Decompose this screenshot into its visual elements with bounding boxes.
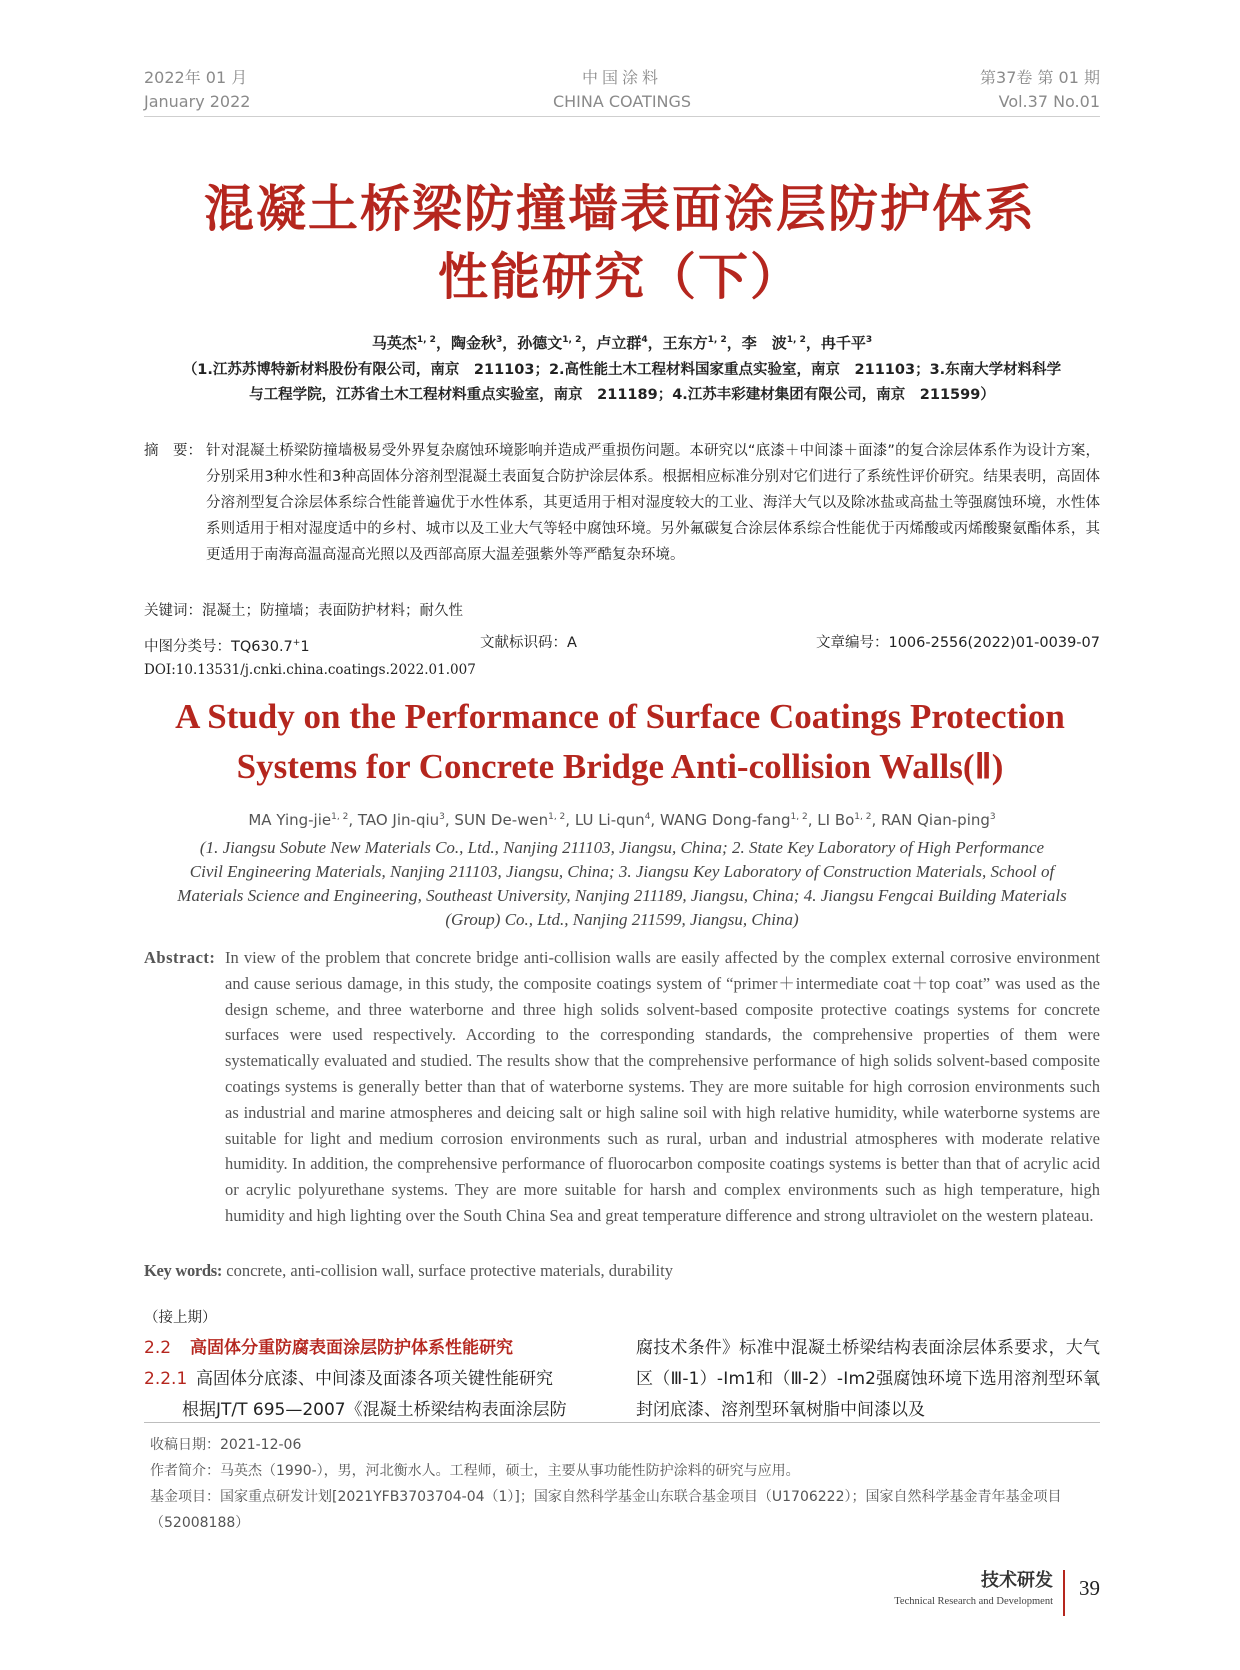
cn-author-affil-sup: 1, 2 (562, 335, 582, 345)
clc-tail: 1 (300, 638, 310, 655)
english-affiliation-line4: (Group) Co., Ltd., Nanjing 211599, Jiangsu, China) (445, 910, 799, 929)
article-number: 文章编号：1006-2556(2022)01-0039-07 (815, 635, 1100, 651)
cn-author-name: 孙德文 (517, 334, 563, 352)
chinese-abstract-label: 摘 要： (144, 443, 202, 459)
cn-author (821, 334, 872, 352)
en-author-separator: , (871, 811, 882, 829)
footnote-author-bio: 作者简介：马英杰（1990-），男，河北衡水人。工程师，硕士，主要从事功能性防护涂料的研究与应用。 (150, 1463, 800, 1479)
en-author-affil-sup: 3 (439, 812, 445, 822)
en-author-separator: , (348, 811, 358, 829)
chinese-title (100, 175, 1140, 311)
english-title-line1: A Study on the Performance of Surface Coatings Protection (175, 697, 1065, 736)
en-author-name: SUN De-wen (454, 811, 549, 829)
en-author (358, 811, 445, 829)
footer-category-en: Technical Research and Development (894, 1596, 1053, 1607)
continued-note: （接上期） (144, 1310, 217, 1326)
en-author-separator: , (444, 811, 455, 829)
en-author (817, 811, 871, 829)
body-right-column: 腐技术条件》标准中混凝土桥梁结构表面涂层体系要求，大气区（Ⅲ-1）-Ⅰm1和（Ⅲ-2）-Ⅰm2强腐蚀环境下选用溶剂型环氧封闭底漆、溶剂型环氧树脂中间漆以及 (636, 1338, 1100, 1420)
english-keywords-text: concrete, anti-collision wall, surface protective materials, durability (226, 1261, 673, 1280)
cn-author-separator: ， (805, 334, 821, 352)
cn-author (372, 334, 436, 352)
en-author-name: RAN Qian-ping (881, 811, 990, 829)
cn-author-affil-sup: 1, 2 (416, 335, 436, 345)
en-author (660, 811, 808, 829)
en-author-affil-sup: 3 (989, 812, 996, 822)
body-left-column (144, 1333, 606, 1426)
header-journal (144, 66, 1100, 114)
header-journal-cn: 中国涂料 (581, 68, 662, 87)
section-2-2-1-number: 2.2.1 (144, 1369, 188, 1389)
english-title (100, 692, 1140, 792)
cn-author (742, 334, 806, 352)
cn-author-name: 王东方 (662, 334, 708, 352)
header-journal-en: CHINA COATINGS (552, 92, 692, 111)
chinese-affiliation-line1: （1.江苏苏博特新材料股份有限公司，南京 211103；2.高性能土木工程材料国家重点实验室，南京 211103；3.东南大学材料科学 (182, 362, 1062, 378)
chinese-author-list (144, 332, 1100, 353)
cn-author-affil-sup: 4 (641, 335, 648, 345)
footnote-funding-line1: 基金项目：国家重点研发计划[2021YFB3703704-04（1）]；国家自然科学基金山东联合基金项目（U1706222）；国家自然科学基金青年基金项目 (150, 1489, 1062, 1505)
header-volume-en: Vol.37 No.01 (998, 92, 1100, 111)
cn-author-affil-sup: 3 (495, 335, 503, 345)
english-affiliation-line3: Materials Science and Engineering, Southeast University, Nanjing 211189, Jiangsu, China; 4. Jiangsu Fengcai Building Materials (177, 886, 1067, 905)
footer-category-cn: 技术研发 (981, 1570, 1053, 1591)
cn-author-name: 卢立群 (596, 334, 642, 352)
cn-author (596, 334, 647, 352)
en-author-name: LU Li-qun (574, 811, 645, 829)
en-author (248, 811, 348, 829)
body-paragraph-left: 根据JT/T 695—2007《混凝土桥梁结构表面涂层防 (182, 1400, 567, 1420)
cn-author (517, 334, 581, 352)
cn-author-separator: ， (435, 334, 451, 352)
cn-author-name: 李 波 (741, 334, 787, 352)
cn-author-separator: ， (502, 334, 518, 352)
footnote-divider (144, 1422, 1100, 1423)
chinese-abstract-text: 针对混凝土桥梁防撞墙极易受外界复杂腐蚀环境影响并造成严重损伤问题。本研究以“底漆＋中间漆＋面漆”的复合涂层体系作为设计方案，分别采用3种水性和3种高固体分溶剂型混凝土表面复合防护涂层体系。根据相应标准分别对它们进行了系统性评价研究。结果表明，高固体分溶剂型复合涂层体系综合性能普遍优于水性体系，其更适用于相对湿度较大的工业、海洋大气以及除冰盐或高盐土等强腐蚀环境，水性体系则适用于相对湿度适中的乡村、城市以及工业大气等轻中腐蚀环境。另外氟碳复合涂层体系综合性能优于丙烯酸或丙烯酸聚氨酯体系，其更适用于南海高温高湿高光照以及西部高原大温差强紫外等严酷复杂环境。 (206, 443, 1100, 563)
english-abstract-text: In view of the problem that concrete bridge anti-collision walls are easily affected by the complex external corrosive environment and cause serious damage, in this study, the composite coatings system of “primer＋intermediate coat＋top coat” was used as the design scheme, and three waterborne and three high solids solvent-based composite protective coatings systems for concrete surfaces were used respectively. According to the corresponding standards, the comprehensive properties of them were systematically evaluated and studied. The results show that the comprehensive performance of high solids solvent-based composite coatings systems is generally better than that of waterborne systems. They are more suitable for high corrosion environments such as industrial and marine atmospheres and deicing salt or high saline soil with high relative humidity, while waterborne systems are suitable for light and medium corrosion environments such as rural, urban and industrial atmospheres with moderate relative humidity. In addition, the comprehensive performance of fluorocarbon composite coatings systems is better than that of acrylic acid or acrylic polyurethane systems. They are more suitable for harsh and complex environments such as high temperature, high humidity and high lighting over the South China Sea and great temperature difference and strong ultraviolet on the western plateau. (225, 948, 1100, 1225)
en-author-affil-sup: 1, 2 (331, 812, 349, 822)
en-author-separator: , (807, 811, 818, 829)
doi: DOI:10.13531/j.cnki.china.coatings.2022.01.007 (144, 662, 476, 678)
en-author (881, 811, 996, 829)
clc-code: TQ630.7 (231, 638, 293, 655)
english-abstract-label: Abstract: (144, 948, 216, 967)
en-author-separator: , (565, 811, 575, 829)
header-date-en: January 2022 (144, 92, 251, 111)
section-2-2-heading (144, 1333, 606, 1364)
section-2-2-1-title: 高固体分底漆、中间漆及面漆各项关键性能研究 (196, 1369, 553, 1389)
cn-author-name: 马英杰 (371, 334, 417, 352)
en-author (454, 811, 565, 829)
running-header (144, 66, 1100, 114)
cn-author-affil-sup: 1, 2 (786, 335, 806, 345)
en-author-affil-sup: 4 (644, 812, 651, 822)
section-2-2-1-heading (144, 1364, 606, 1395)
cn-author-affil-sup: 1, 2 (707, 335, 727, 345)
footnotes (150, 1432, 1100, 1536)
clc-number (144, 630, 310, 660)
en-author-name: WANG Dong-fang (659, 811, 791, 829)
cn-author-separator: ， (581, 334, 597, 352)
cn-author-affil-sup: 3 (865, 335, 873, 345)
header-divider (144, 116, 1100, 117)
en-author-affil-sup: 1, 2 (548, 812, 566, 822)
en-author-separator: , (650, 811, 660, 829)
chinese-title-line2: 性能研究（下） (438, 248, 802, 306)
en-author-name: TAO Jin-qiu (357, 811, 440, 829)
cn-author-separator: ， (726, 334, 742, 352)
en-author (575, 811, 651, 829)
footnote-funding-line2: （52008188） (150, 1515, 250, 1531)
clc-sup: + (292, 638, 301, 648)
section-2-2-title: 高固体分重防腐表面涂层防护体系性能研究 (190, 1338, 513, 1358)
english-title-line2: Systems for Concrete Bridge Anti-collision Walls(Ⅱ) (236, 747, 1004, 786)
en-author-affil-sup: 1, 2 (790, 812, 808, 822)
clc-label: 中图分类号： (144, 638, 231, 655)
cn-author (663, 334, 727, 352)
english-affiliation-line1: (1. Jiangsu Sobute New Materials Co., Ltd., Nanjing 211103, Jiangsu, China; 2. State Key Laboratory of High Performance (199, 838, 1045, 857)
english-keywords-label: Key words: (144, 1261, 223, 1280)
english-affiliation-line2: Civil Engineering Materials, Nanjing 211103, Jiangsu, China; 3. Jiangsu Key Laboratory of Construction Materials, School of (189, 862, 1055, 881)
document-code: 文献标识码：A (480, 635, 577, 651)
header-volume (980, 66, 1100, 114)
english-abstract (144, 945, 1100, 1229)
header-volume-cn: 第37卷 第 01 期 (980, 68, 1100, 87)
en-author-affil-sup: 1, 2 (854, 812, 872, 822)
chinese-abstract (144, 438, 1100, 568)
english-author-list (144, 811, 1100, 829)
page-footer (800, 1566, 1100, 1626)
english-keywords (144, 1258, 1100, 1283)
footer-accent-bar (1063, 1570, 1065, 1616)
header-date-cn: 2022年 01 月 (144, 68, 248, 87)
section-2-2-number: 2.2 (144, 1338, 172, 1358)
cn-author-name: 陶金秋 (450, 334, 496, 352)
english-affiliations (144, 836, 1100, 932)
en-author-name: MA Ying-jie (248, 811, 332, 829)
chinese-affiliation-line2: 与工程学院，江苏省土木工程材料重点实验室，南京 211189；4.江苏丰彩建材集团有限公司，南京 211599） (249, 387, 995, 403)
footnote-received: 收稿日期：2021-12-06 (150, 1437, 302, 1453)
cn-author (451, 334, 502, 352)
cn-author-separator: ， (647, 334, 663, 352)
en-author-name: LI Bo (817, 811, 855, 829)
chinese-title-line1: 混凝土桥梁防撞墙表面涂层防护体系 (204, 180, 1036, 238)
chinese-affiliations (144, 358, 1100, 408)
chinese-keywords: 关键词：混凝土；防撞墙；表面防护材料；耐久性 (144, 603, 463, 619)
page-number: 39 (1079, 1576, 1100, 1600)
cn-author-name: 冉千平 (820, 334, 866, 352)
